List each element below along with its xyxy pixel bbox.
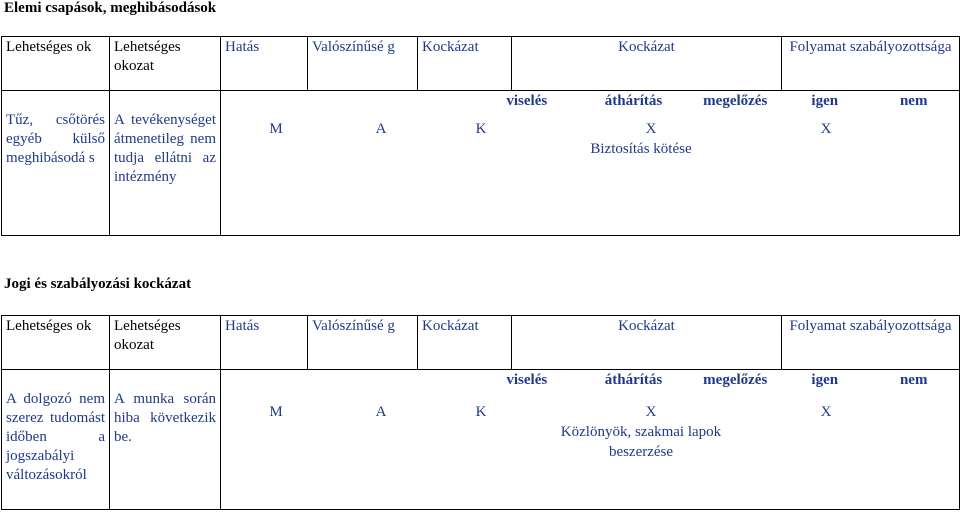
value-folyamat-mark: X [820,404,832,420]
risk-table-2 [1,315,960,510]
value-kezeles-note: Közlönyök, szakmai lapok beszerzése [560,424,722,460]
header-lehetseges-okozat: Lehetséges okozat [110,37,221,91]
sub-atharitas: áthárítás [604,372,663,388]
header-hatas: Hatás [221,37,308,91]
risk-table-1 [1,36,960,236]
value-kezeles-mark: X [645,404,657,420]
header-valoszinuseg: Valószínűsé g [308,37,418,91]
sub-nem: nem [899,93,928,109]
value-kockazat: K [475,404,487,420]
cell-ok: Tűz, csőtörés egyéb külső meghibásodá s [2,91,110,236]
value-kezeles-note: Biztosítás kötése [590,141,692,157]
sub-viseles: viselés [506,93,548,109]
header-folyamat: Folyamat szabályozottsága [782,37,960,91]
sub-igen: igen [811,372,839,388]
header-row [2,37,960,91]
value-kockazat: K [475,121,487,137]
data-row [2,370,960,510]
sub-atharitas: áthárítás [604,93,663,109]
section-title-1: Elemi csapások, meghibásodások [4,0,217,16]
value-folyamat-mark: X [820,121,832,137]
header-lehetseges-ok: Lehetséges ok [2,316,110,370]
subheader-row [221,91,959,111]
sub-igen: igen [811,93,839,109]
sub-megelozes: megelőzés [703,93,768,109]
header-folyamat: Folyamat szabályozottsága [782,316,960,370]
values-cell [221,370,960,510]
header-kockazat-kezeles: Kockázat [512,316,782,370]
header-kockazat: Kockázat [418,316,512,370]
cell-okozat: A tevékenységet átmenetileg nem tudja ellátni az intézmény [110,91,221,236]
header-kockazat-kezeles: Kockázat [512,37,782,91]
header-row [2,316,960,370]
value-hatas: M [269,404,283,420]
header-lehetseges-ok: Lehetséges ok [2,37,110,91]
value-kezeles-mark: X [645,121,657,137]
subheader-row [221,370,959,390]
data-row [2,91,960,236]
value-valoszinuseg: A [375,404,387,420]
sub-viseles: viselés [506,372,548,388]
header-kockazat: Kockázat [418,37,512,91]
value-row [221,119,959,139]
value-valoszinuseg: A [375,121,387,137]
value-hatas: M [269,121,283,137]
header-hatas: Hatás [221,316,308,370]
section-title-2: Jogi és szabályozási kockázat [4,276,192,292]
header-lehetseges-okozat: Lehetséges okozat [110,316,221,370]
sub-nem: nem [899,372,928,388]
cell-okozat: A munka során hiba következik be. [110,370,221,510]
value-row [221,402,959,422]
values-cell [221,91,960,236]
cell-ok: A dolgozó nem szerez tudomást időben a jogszabályi változásokról [2,370,110,510]
sub-megelozes: megelőzés [703,372,768,388]
header-valoszinuseg: Valószínűsé g [308,316,418,370]
